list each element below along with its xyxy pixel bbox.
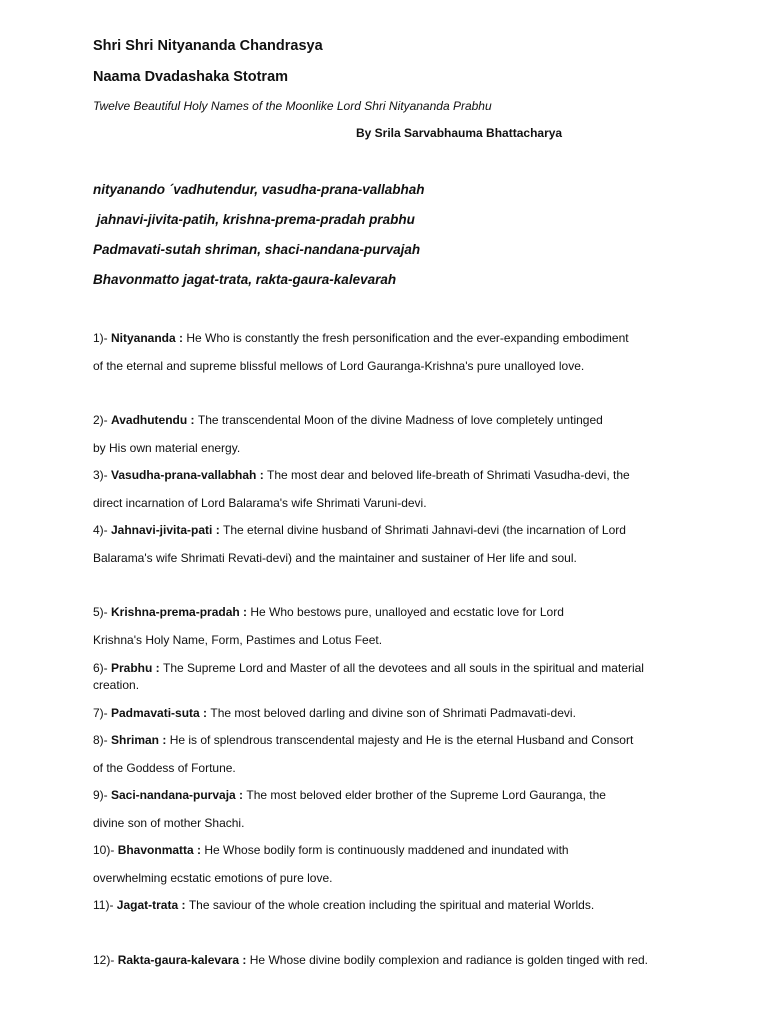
- item-text: He Whose bodily form is continuously maddened and inundated with overwhelming ecstatic emotions of pure love.: [93, 843, 569, 885]
- item-number: 8)-: [93, 733, 111, 747]
- item-number: 1)-: [93, 331, 111, 345]
- item-number: 4)-: [93, 523, 111, 537]
- item-term: Avadhutendu :: [111, 413, 198, 427]
- list-item: [93, 837, 628, 892]
- item-term: Shriman :: [111, 733, 170, 747]
- item-number: 9)-: [93, 788, 111, 802]
- item-term: Padmavati-suta :: [111, 706, 211, 720]
- item-text: The most beloved elder brother of the Supreme Lord Gauranga, the divine son of mother Shachi.: [93, 788, 606, 830]
- item-number: 3)-: [93, 468, 111, 482]
- item-term: Nityananda :: [111, 331, 187, 345]
- list-item: [93, 660, 673, 694]
- item-term: Jahnavi-jivita-pati :: [111, 523, 224, 537]
- item-number: 7)-: [93, 706, 111, 720]
- item-number: 2)-: [93, 413, 111, 427]
- item-term: Rakta-gaura-kalevara :: [117, 953, 250, 967]
- document-subtitle-heading: Naama Dvadashaka Stotram: [93, 69, 289, 85]
- verse-line: jahnavi-jivita-patih, krishna-prema-pradah prabhu: [93, 212, 415, 227]
- list-item: [93, 700, 668, 728]
- list-item: [93, 782, 633, 837]
- list-item: [93, 462, 633, 517]
- item-text: The most dear and beloved life-breath of Shrimati Vasudha-devi, the direct incarnation of Lord Balarama's wife Shrimati Varuni-devi.: [93, 468, 630, 510]
- list-item: [93, 892, 608, 920]
- item-number: 11)-: [93, 898, 117, 912]
- item-text: The saviour of the whole creation including the spiritual and material Worlds.: [188, 898, 595, 912]
- item-text: He Whose divine bodily complexion and radiance is golden tinged with red.: [249, 953, 648, 967]
- item-number: 10)-: [93, 843, 118, 857]
- list-item: [93, 727, 638, 782]
- item-number: 5)-: [93, 605, 111, 619]
- item-term: Saci-nandana-purvaja :: [111, 788, 247, 802]
- item-text: The most beloved darling and divine son of Shrimati Padmavati-devi.: [210, 706, 576, 720]
- item-number: 6)-: [93, 661, 111, 675]
- item-text: The eternal divine husband of Shrimati Jahnavi-devi (the incarnation of Lord Balarama's wife Shrimati Revati-devi) and the maintainer and sustainer of Her life and soul.: [93, 523, 626, 565]
- document-description: Twelve Beautiful Holy Names of the Moonlike Lord Shri Nityananda Prabhu: [93, 99, 492, 113]
- item-term: Vasudha-prana-vallabhah :: [111, 468, 268, 482]
- item-term: Jagat-trata :: [116, 898, 189, 912]
- list-item: [93, 325, 633, 380]
- list-item: [93, 517, 633, 572]
- item-text: He is of splendrous transcendental majesty and He is the eternal Husband and Consort of the Goddess of Fortune.: [93, 733, 634, 775]
- verse-line: Padmavati-sutah shriman, shaci-nandana-purvajah: [93, 242, 421, 257]
- item-text: The Supreme Lord and Master of all the devotees and all souls in the spiritual and material creation.: [93, 661, 644, 692]
- item-text: The transcendental Moon of the divine Madness of love completely untinged by His own material energy.: [93, 413, 603, 455]
- item-term: Bhavonmatta :: [117, 843, 205, 857]
- item-number: 12)-: [93, 953, 118, 967]
- verse-line: nityanando ´vadhutendur, vasudha-prana-vallabhah: [93, 182, 425, 197]
- list-item: [93, 407, 613, 462]
- item-term: Krishna-prema-pradah :: [111, 605, 251, 619]
- item-term: Prabhu :: [111, 661, 164, 675]
- item-text: He Who is constantly the fresh personification and the ever-expanding embodiment of the eternal and supreme blissful mellows of Lord Gauranga-Krishna's pure unalloyed love.: [93, 331, 629, 373]
- list-item: [93, 952, 678, 969]
- list-item: [93, 599, 613, 654]
- item-text: He Who bestows pure, unalloyed and ecstatic love for Lord Krishna's Holy Name, Form, Pastimes and Lotus Feet.: [93, 605, 564, 647]
- document-title: Shri Shri Nityananda Chandrasya: [93, 38, 323, 54]
- verse-line: Bhavonmatto jagat-trata, rakta-gaura-kalevarah: [93, 272, 397, 287]
- document-author: By Srila Sarvabhauma Bhattacharya: [356, 126, 563, 140]
